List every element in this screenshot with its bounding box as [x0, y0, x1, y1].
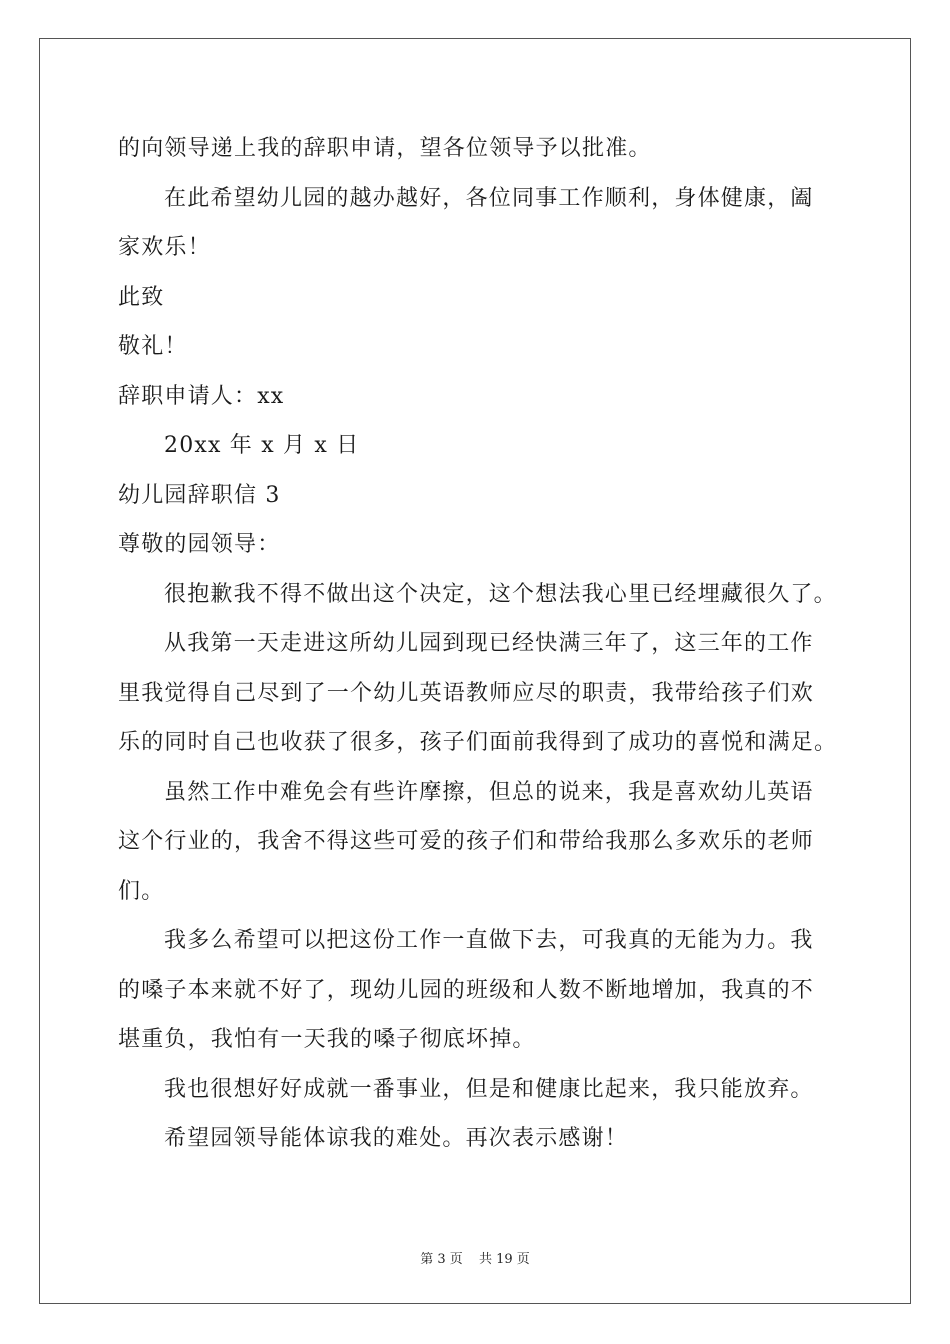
text-line: 希望园领导能体谅我的难处。再次表示感谢！	[164, 1126, 629, 1151]
page-total: 共 19 页	[478, 1252, 530, 1267]
text-line: 从我第一天走进这所幼儿园到现已经快满三年了，这三年的工作	[164, 631, 814, 656]
page-footer	[0, 1248, 950, 1267]
page-number: 第 3 页	[420, 1252, 463, 1267]
document-body	[118, 124, 838, 1164]
text-line: 们。	[118, 878, 165, 904]
letter-greeting: 尊敬的园领导：	[118, 532, 281, 557]
text-line: 家欢乐！	[118, 235, 211, 260]
date-line: 20xx 年 x 月 x 日	[164, 433, 360, 458]
text-line: 的嗓子本来就不好了，现幼儿园的班级和人数不断地增加，我真的不	[118, 977, 815, 1003]
text-line: 在此希望幼儿园的越办越好，各位同事工作顺利，身体健康，阖	[164, 185, 814, 211]
text-line: 里我觉得自己尽到了一个幼儿英语教师应尽的职责，我带给孩子们欢	[118, 680, 815, 706]
text-line: 乐的同时自己也收获了很多，孩子们面前我得到了成功的喜悦和满足。	[118, 730, 838, 755]
section-title: 幼儿园辞职信 3	[118, 482, 281, 508]
text-line: 我多么希望可以把这份工作一直做下去，可我真的无能为力。我	[164, 928, 814, 953]
text-line: 很抱歉我不得不做出这个决定，这个想法我心里已经埋藏很久了。	[164, 581, 837, 607]
text-line: 堪重负，我怕有一天我的嗓子彻底坏掉。	[118, 1027, 536, 1052]
closing-salutation: 此致	[118, 284, 165, 310]
text-line: 这个行业的，我舍不得这些可爱的孩子们和带给我那么多欢乐的老师	[118, 829, 815, 854]
closing-regards: 敬礼！	[118, 334, 188, 359]
signature-line: 辞职申请人：xx	[118, 383, 285, 409]
text-line: 我也很想好好成就一番事业，但是和健康比起来，我只能放弃。	[164, 1076, 814, 1102]
text-line: 虽然工作中难免会有些许摩擦，但总的说来，我是喜欢幼儿英语	[164, 779, 814, 805]
text-line: 的向领导递上我的辞职申请，望各位领导予以批准。	[118, 136, 652, 161]
